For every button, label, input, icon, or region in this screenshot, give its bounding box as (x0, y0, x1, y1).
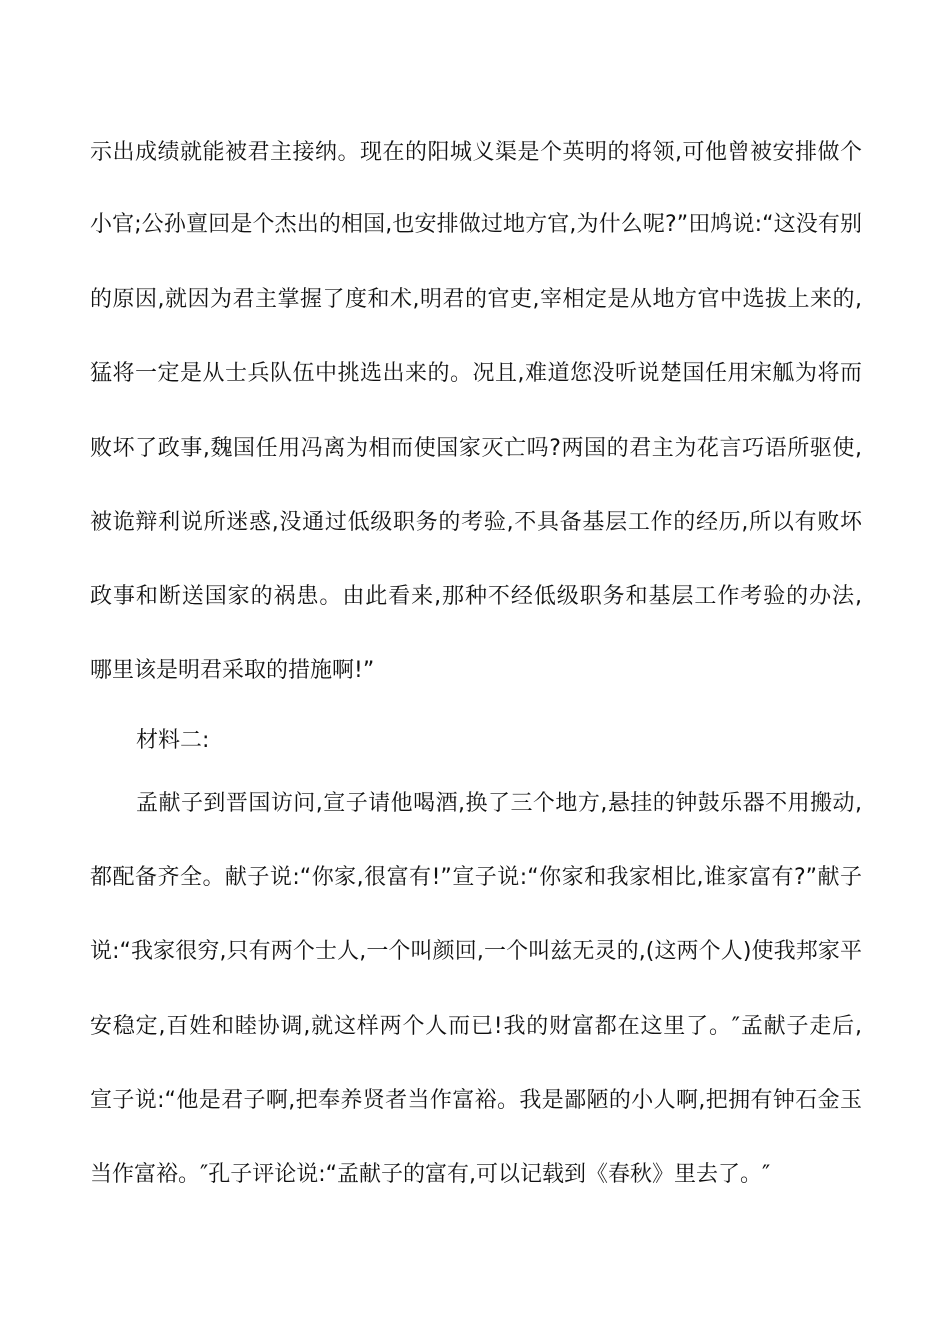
text-line-2: 小官;公孙亶回是个杰出的相国,也安排做过地方官,为什么呢?”田鸠说:“这没有别 (90, 212, 862, 237)
text-line-10: 孟献子到晋国访问,宣子请他喝酒,换了三个地方,悬挂的钟鼓乐器不用搬动, (136, 791, 862, 816)
section-heading: 材料二: (136, 728, 210, 753)
text-line-14: 宣子说:“他是君子啊,把奉养贤者当作富裕。我是鄙陋的小人啊,把拥有钟石金玉 (90, 1088, 862, 1113)
text-line-4: 猛将一定是从士兵队伍中挑选出来的。况且,难道您没听说楚国任用宋觚为将而 (90, 361, 862, 386)
text-line-3: 的原因,就因为君主掌握了度和术,明君的官吏,宰相定是从地方官中选拔上来的, (90, 287, 862, 312)
text-line-12: 说:“我家很穷,只有两个士人,一个叫颜回,一个叫兹无灵的,(这两个人)使我邦家平 (90, 939, 862, 964)
text-line-7: 政事和断送国家的祸患。由此看来,那种不经低级职务和基层工作考验的办法, (90, 584, 862, 609)
text-line-1: 示出成绩就能被君主接纳。现在的阳城义渠是个英明的将领,可他曾被安排做个 (90, 140, 862, 165)
text-line-11: 都配备齐全。献子说:“你家,很富有!”宣子说:“你家和我家相比,谁家富有?”献子 (90, 865, 862, 890)
text-line-8: 哪里该是明君采取的措施啊!” (90, 658, 375, 683)
text-line-6: 被诡辩利说所迷惑,没通过低级职务的考验,不具备基层工作的经历,所以有败坏 (90, 510, 862, 535)
text-line-5: 败坏了政事,魏国任用冯离为相而使国家灭亡吗?两国的君主为花言巧语所驱使, (90, 436, 862, 461)
text-line-15: 当作富裕。″孔子评论说:“孟献子的富有,可以记载到《春秋》里去了。″ (90, 1162, 771, 1187)
text-line-13: 安稳定,百姓和睦协调,就这样两个人而已!我的财富都在这里了。″孟献子走后, (90, 1014, 862, 1039)
